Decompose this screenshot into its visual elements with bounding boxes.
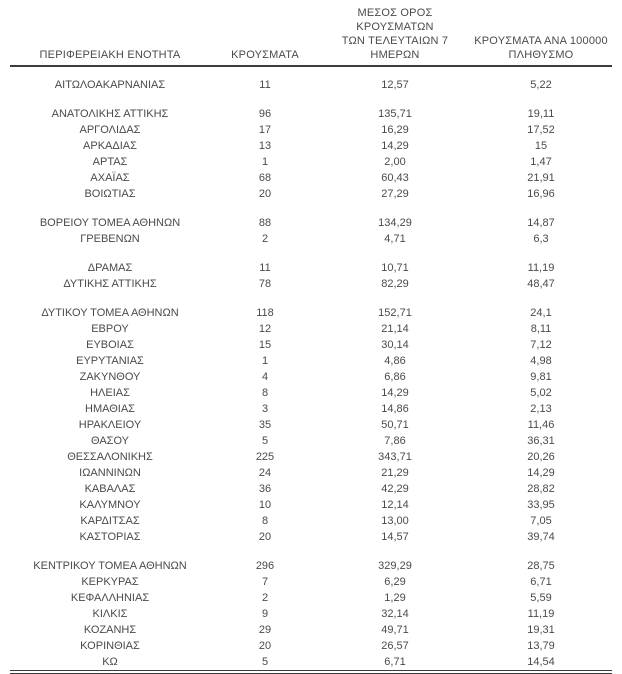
header-region <box>10 6 210 66</box>
cell-per100k: 16,96 <box>527 188 555 200</box>
cell-cases: 225 <box>255 451 275 463</box>
cell-region: ΚΑΣΤΟΡΙΑΣ <box>79 531 141 543</box>
group-spacer-row <box>10 202 612 215</box>
cell-per100k: 5,02 <box>530 387 552 399</box>
group-spacer-cell <box>10 292 612 305</box>
cell-per100k: 24,1 <box>530 307 552 319</box>
cell-cases: 20 <box>258 531 272 543</box>
cell-per100k: 5,22 <box>530 79 552 91</box>
cell-region: ΘΕΣΣΑΛΟΝΙΚΗΣ <box>67 451 153 463</box>
cell-cases: 11 <box>259 262 271 274</box>
regional-cases-table <box>10 6 612 674</box>
table-row <box>10 369 612 385</box>
cell-region: ΖΑΚΥΝΘΟΥ <box>79 371 141 383</box>
cell-region: ΑΡΤΑΣ <box>92 156 128 168</box>
cell-per100k: 4,98 <box>530 355 552 367</box>
cell-per100k: 17,52 <box>527 124 555 136</box>
cell-region: ΑΡΚΑΔΙΑΣ <box>83 140 137 152</box>
cell-per100k: 2,13 <box>530 403 552 415</box>
cell-avg7: 14,29 <box>381 140 409 152</box>
cell-per100k: 11,46 <box>527 419 555 431</box>
cell-avg7: 4,86 <box>384 355 406 367</box>
table-row <box>10 353 612 369</box>
cell-avg7: 13,00 <box>381 515 409 527</box>
cell-per100k: 6,3 <box>533 233 549 245</box>
cell-region: ΚΑΡΔΙΤΣΑΣ <box>80 515 140 527</box>
table-row <box>10 449 612 465</box>
cell-per100k: 28,75 <box>527 560 555 572</box>
table-row <box>10 558 612 574</box>
cell-cases: 10 <box>258 499 272 511</box>
cell-region: ΘΑΣΟΥ <box>90 435 130 447</box>
cell-cases: 5 <box>261 656 269 668</box>
cell-cases: 9 <box>261 608 269 620</box>
cell-region: ΗΛΕΙΑΣ <box>90 387 130 399</box>
cell-region: ΕΒΡΟΥ <box>91 323 129 335</box>
group-spacer-row <box>10 66 612 77</box>
table-row <box>10 622 612 638</box>
table-row <box>10 529 612 545</box>
table-row <box>10 77 612 93</box>
table-row <box>10 574 612 590</box>
table-row <box>10 231 612 247</box>
table-row <box>10 497 612 513</box>
cell-cases: 4 <box>261 371 269 383</box>
table-row <box>10 590 612 606</box>
cell-avg7: 6,71 <box>384 656 406 668</box>
table-row <box>10 138 612 154</box>
cell-cases: 118 <box>256 307 274 319</box>
cell-cases: 20 <box>258 640 272 652</box>
cell-cases: 35 <box>258 419 272 431</box>
cell-region: ΔΥΤΙΚΗΣ ΑΤΤΙΚΗΣ <box>63 278 157 290</box>
header-per100k-line2: ΠΛΗΘΥΣΜΟ <box>508 49 574 61</box>
cell-cases: 8 <box>261 387 269 399</box>
cell-cases: 24 <box>258 467 272 479</box>
table-row <box>10 305 612 321</box>
table-row <box>10 417 612 433</box>
cell-cases: 7 <box>261 576 269 588</box>
cell-avg7: 2,00 <box>384 156 406 168</box>
cell-avg7: 26,57 <box>381 640 409 652</box>
table-row <box>10 186 612 202</box>
cell-per100k: 9,81 <box>530 371 552 383</box>
cell-per100k: 48,47 <box>527 278 555 290</box>
table-row <box>10 513 612 529</box>
cell-cases: 8 <box>261 515 269 527</box>
cell-cases: 13 <box>258 140 272 152</box>
cell-cases: 3 <box>261 403 269 415</box>
cell-region: ΚΟΡΙΝΘΙΑΣ <box>80 640 140 652</box>
cell-per100k: 14,87 <box>527 217 555 229</box>
group-spacer-row <box>10 292 612 305</box>
cell-per100k: 11,19 <box>527 608 555 620</box>
cell-cases: 2 <box>261 592 269 604</box>
cell-avg7: 6,29 <box>384 576 406 588</box>
cell-region: ΙΩΑΝΝΙΝΩΝ <box>79 467 141 479</box>
table-row <box>10 321 612 337</box>
table-row <box>10 337 612 353</box>
cell-avg7: 27,29 <box>381 188 409 200</box>
cell-avg7: 32,14 <box>381 608 409 620</box>
report-page <box>0 6 622 668</box>
cell-per100k: 39,74 <box>527 531 555 543</box>
header-cases-label: ΚΡΟΥΣΜΑΤΑ <box>231 49 299 61</box>
cell-per100k: 19,31 <box>527 624 555 636</box>
cell-per100k: 33,95 <box>527 499 555 511</box>
cell-avg7: 1,29 <box>384 592 406 604</box>
cell-region: ΚΑΒΑΛΑΣ <box>84 483 136 495</box>
table-row <box>10 106 612 122</box>
cell-avg7: 30,14 <box>381 339 409 351</box>
group-spacer-cell <box>10 93 612 106</box>
cell-region: ΔΥΤΙΚΟΥ ΤΟΜΕΑ ΑΘΗΝΩΝ <box>41 307 179 319</box>
cell-cases: 2 <box>261 233 269 245</box>
cell-cases: 5 <box>261 435 269 447</box>
cell-region: ΚΕΦΑΛΛΗΝΙΑΣ <box>70 592 150 604</box>
group-spacer-cell <box>10 247 612 260</box>
cell-per100k: 21,91 <box>527 172 555 184</box>
cell-per100k: 13,79 <box>527 640 555 652</box>
cell-avg7: 10,71 <box>381 262 409 274</box>
header-per100k <box>470 6 612 66</box>
header-avg7-line1: ΜΕΣΟΣ ΟΡΟΣ ΚΡΟΥΣΜΑΤΩΝ <box>356 7 434 33</box>
cell-avg7: 4,71 <box>384 233 406 245</box>
cell-region: ΚΙΛΚΙΣ <box>92 608 128 620</box>
cell-avg7: 60,43 <box>381 172 409 184</box>
cell-region: ΔΡΑΜΑΣ <box>87 262 133 274</box>
group-spacer-cell <box>10 202 612 215</box>
cell-avg7: 42,29 <box>381 483 409 495</box>
cell-region: ΚΟΖΑΝΗΣ <box>83 624 137 636</box>
cell-cases: 29 <box>258 624 272 636</box>
cell-cases: 11 <box>259 79 271 91</box>
cell-region: ΗΡΑΚΛΕΙΟΥ <box>78 419 142 431</box>
cell-per100k: 1,47 <box>530 156 552 168</box>
cell-per100k: 5,59 <box>530 592 552 604</box>
cell-avg7: 21,29 <box>381 467 409 479</box>
table-row <box>10 465 612 481</box>
cell-cases: 36 <box>258 483 272 495</box>
cell-cases: 68 <box>258 172 272 184</box>
table-row <box>10 401 612 417</box>
group-spacer-row <box>10 545 612 558</box>
cell-per100k: 20,26 <box>527 451 555 463</box>
cell-region: ΑΙΤΩΛΟΑΚΑΡΝΑΝΙΑΣ <box>54 79 166 91</box>
header-row <box>10 6 612 66</box>
cell-per100k: 15 <box>534 140 548 152</box>
group-spacer-cell <box>10 66 612 77</box>
cell-region: ΚΕΡΚΥΡΑΣ <box>81 576 139 588</box>
cell-avg7: 6,86 <box>384 371 406 383</box>
cell-avg7: 134,29 <box>378 217 412 229</box>
cell-region: ΚΩ <box>102 656 118 668</box>
cell-avg7: 50,71 <box>381 419 409 431</box>
cell-region: ΚΑΛΥΜΝΟΥ <box>79 499 141 511</box>
cell-cases: 88 <box>258 217 272 229</box>
cell-region: ΑΡΓΟΛΙΔΑΣ <box>79 124 141 136</box>
cell-cases: 78 <box>258 278 272 290</box>
header-avg7-line2: ΤΩΝ ΤΕΛΕΥΤΑΙΩΝ 7 <box>341 35 449 47</box>
cell-cases: 12 <box>258 323 272 335</box>
cell-avg7: 21,14 <box>381 323 409 335</box>
header-per100k-line1: ΚΡΟΥΣΜΑΤΑ ΑΝΑ 100000 <box>474 35 608 47</box>
cell-region: ΒΟΙΩΤΙΑΣ <box>84 188 136 200</box>
cell-per100k: 36,31 <box>527 435 555 447</box>
table-row <box>10 606 612 622</box>
header-avg7-line3: ΗΜΕΡΩΝ <box>370 49 420 61</box>
table-row <box>10 654 612 672</box>
cell-region: ΚΕΝΤΡΙΚΟΥ ΤΟΜΕΑ ΑΘΗΝΩΝ <box>33 560 187 572</box>
header-avg7 <box>320 6 470 66</box>
cell-avg7: 49,71 <box>381 624 409 636</box>
cell-cases: 1 <box>261 355 269 367</box>
table-row <box>10 276 612 292</box>
cell-avg7: 7,86 <box>384 435 406 447</box>
table-row <box>10 481 612 497</box>
cell-avg7: 329,29 <box>378 560 412 572</box>
header-region-label: ΠΕΡΙΦΕΡΕΙΑΚΗ ΕΝΟΤΗΤΑ <box>39 49 181 61</box>
cell-per100k: 28,82 <box>527 483 555 495</box>
cell-region: ΓΡΕΒΕΝΩΝ <box>80 233 140 245</box>
table-row <box>10 385 612 401</box>
cell-cases: 15 <box>258 339 272 351</box>
cell-per100k: 7,12 <box>530 339 552 351</box>
table-row <box>10 638 612 654</box>
table-body <box>10 66 612 672</box>
table-row <box>10 170 612 186</box>
cell-cases: 296 <box>255 560 275 572</box>
cell-avg7: 12,14 <box>381 499 409 511</box>
table-row <box>10 433 612 449</box>
cell-region: ΑΝΑΤΟΛΙΚΗΣ ΑΤΤΙΚΗΣ <box>51 108 169 120</box>
group-spacer-row <box>10 247 612 260</box>
cell-cases: 1 <box>261 156 269 168</box>
cell-avg7: 16,29 <box>381 124 409 136</box>
cell-per100k: 11,19 <box>527 262 555 274</box>
table-row <box>10 122 612 138</box>
table-header <box>10 6 612 66</box>
cell-avg7: 14,29 <box>381 387 409 399</box>
cell-per100k: 8,11 <box>530 323 552 335</box>
table-row <box>10 154 612 170</box>
cell-cases: 20 <box>258 188 272 200</box>
cell-region: ΗΜΑΘΙΑΣ <box>85 403 135 415</box>
cell-avg7: 14,86 <box>381 403 409 415</box>
group-spacer-cell <box>10 545 612 558</box>
cell-avg7: 152,71 <box>378 307 412 319</box>
cell-region: ΒΟΡΕΙΟΥ ΤΟΜΕΑ ΑΘΗΝΩΝ <box>39 217 181 229</box>
table-row <box>10 215 612 231</box>
group-spacer-row <box>10 93 612 106</box>
table-row <box>10 260 612 276</box>
cell-per100k: 14,29 <box>527 467 555 479</box>
cell-per100k: 7,05 <box>530 515 552 527</box>
cell-cases: 96 <box>258 108 272 120</box>
cell-avg7: 12,57 <box>381 79 409 91</box>
cell-region: ΕΥΡΥΤΑΝΙΑΣ <box>76 355 144 367</box>
cell-avg7: 343,71 <box>378 451 412 463</box>
cell-per100k: 6,71 <box>530 576 552 588</box>
cell-region: ΑΧΑΪΑΣ <box>90 172 130 184</box>
cell-per100k: 14,54 <box>527 656 555 668</box>
cell-avg7: 82,29 <box>381 278 409 290</box>
cell-per100k: 19,11 <box>527 108 555 120</box>
cell-avg7: 135,71 <box>378 108 412 120</box>
cell-avg7: 14,57 <box>381 531 409 543</box>
cell-cases: 17 <box>258 124 272 136</box>
header-cases <box>210 6 320 66</box>
cell-region: ΕΥΒΟΙΑΣ <box>86 339 134 351</box>
